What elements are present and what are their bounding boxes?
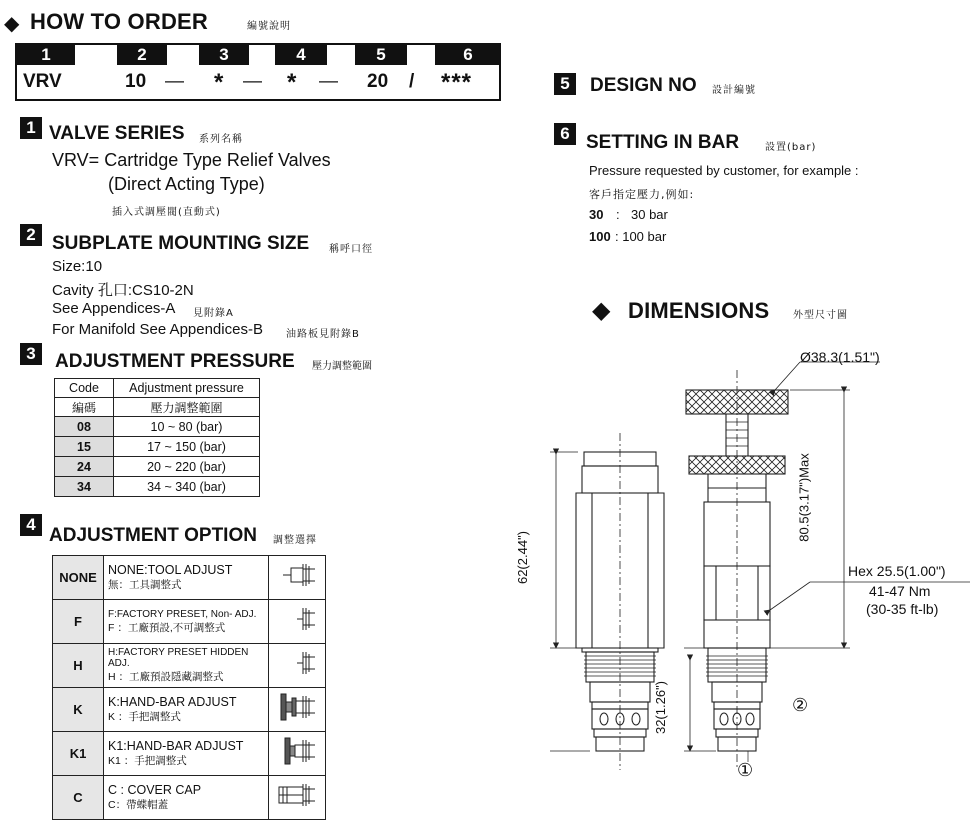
order-value-series: VRV (23, 71, 62, 92)
table-row (55, 457, 260, 477)
how-to-order-title: HOW TO ORDER (30, 9, 208, 34)
setting-desc-cn: 客戶指定壓力,例如: (589, 188, 695, 201)
pressure-code: 24 (55, 457, 114, 477)
option-desc-cn: C：帶蝶帽蓋 (108, 799, 169, 811)
setting-example-1-sep: : (616, 207, 620, 222)
option-desc-cn: F ：工廠預設,不可調整式 (108, 621, 226, 634)
order-value-option: * (287, 69, 297, 96)
cover-cap-icon (269, 776, 326, 820)
valve-series-cn: 插入式調壓閥(直動式) (112, 207, 221, 218)
how-to-order-title-cn: 編號說明 (247, 21, 291, 32)
table-row (53, 556, 326, 600)
dimensions-title-cn: 外型尺寸圖 (793, 310, 848, 321)
pressure-code: 15 (55, 437, 114, 457)
subplate-see-cn: 見附錄A (193, 308, 234, 319)
section-1-title-cn: 系列名稱 (199, 134, 243, 145)
port-1-label: ① (737, 760, 754, 780)
section-5-title: DESIGN NO (590, 75, 697, 96)
option-desc-en: NONE:TOOL ADJUST (108, 563, 233, 577)
order-value-setting: *** (441, 69, 473, 96)
order-sep-2: — (243, 71, 262, 92)
option-desc-cn: K1 ：手把調整式 (108, 755, 187, 767)
option-desc (104, 688, 269, 732)
valve-series-type: (Direct Acting Type) (108, 174, 265, 194)
option-desc (104, 776, 269, 820)
option-desc-en: K1:HAND-BAR ADJUST (108, 739, 244, 753)
section-3-title: ADJUSTMENT PRESSURE (55, 351, 295, 372)
section-3-title-cn: 壓力調整範圍 (312, 361, 372, 372)
setting-example-1-code: 30 (589, 207, 604, 222)
setting-example-1-value: 30 bar (631, 207, 668, 222)
pressure-col-code-cn: 編碼 (55, 398, 114, 417)
table-row (55, 477, 260, 497)
dim-torque: 41-47 Nm (869, 583, 931, 599)
option-code: F (53, 600, 104, 644)
subplate-size: Size:10 (52, 258, 103, 275)
setting-desc: Pressure requested by customer, for example : (589, 163, 859, 178)
section-6-badge: 6 (554, 123, 576, 145)
section-1-badge: 1 (20, 117, 42, 139)
table-row (55, 437, 260, 457)
option-desc (104, 556, 269, 600)
table-row (53, 644, 326, 688)
order-sep-3: — (319, 71, 338, 92)
valve-series-desc: VRV= Cartridge Type Relief Valves (52, 150, 331, 170)
order-value-design: 20 (367, 71, 389, 92)
pressure-col-code (55, 379, 114, 398)
section-6-title-cn: 設置(bar) (765, 142, 817, 153)
section-6-title: SETTING IN BAR (586, 132, 740, 153)
dim-torque-ftlb: (30-35 ft-lb) (866, 601, 939, 617)
dim-height-32: 32(1.26") (653, 680, 669, 735)
section-2-title-cn: 稱呼口徑 (329, 244, 373, 255)
order-position-3: 3 (199, 45, 249, 65)
section-2-badge: 2 (20, 224, 42, 246)
section-1-title: VALVE SERIES (49, 123, 185, 144)
option-code: C (53, 776, 104, 820)
pressure-col-code-en: Code (69, 381, 99, 395)
pressure-col-range-cn: 壓力調整範圍 (114, 398, 260, 417)
section-3-badge: 3 (20, 343, 42, 365)
order-position-2: 2 (117, 45, 167, 65)
section-2-title: SUBPLATE MOUNTING SIZE (52, 233, 310, 254)
table-row (53, 732, 326, 776)
option-desc (104, 732, 269, 776)
subplate-see: See Appendices-A (52, 300, 176, 317)
pressure-range: 10 ~ 80 (bar) (114, 417, 260, 437)
dim-height-62: 62(2.44") (515, 530, 531, 585)
hand-bar-k1-icon (269, 732, 326, 776)
pressure-table (54, 378, 260, 497)
table-row (53, 688, 326, 732)
order-position-5: 5 (355, 45, 407, 65)
subplate-manifold-cn: 油路板見附錄B (286, 329, 360, 340)
table-row (55, 417, 260, 437)
order-code-box (15, 43, 501, 101)
section-5-title-cn: 設計編號 (712, 85, 756, 96)
setting-example-2-value: : 100 bar (615, 229, 667, 244)
order-value-size: 10 (125, 71, 147, 92)
dimensions-title: DIMENSIONS (628, 298, 770, 323)
pressure-range: 20 ~ 220 (bar) (114, 457, 260, 477)
dim-height-80: 80.5(3.17")Max (796, 453, 812, 542)
option-desc-en: K:HAND-BAR ADJUST (108, 695, 237, 709)
option-desc-cn: 無：工具調整式 (108, 579, 182, 591)
option-code: K (53, 688, 104, 732)
option-code: NONE (53, 556, 104, 600)
order-position-4: 4 (275, 45, 327, 65)
order-slash: / (409, 71, 415, 92)
diamond-icon: ◆ (592, 297, 611, 324)
order-value-pressure: * (214, 69, 224, 96)
setting-example-2-code: 100 (589, 229, 611, 244)
factory-preset-icon (269, 600, 326, 644)
order-sep-1: — (165, 71, 184, 92)
section-4-title-cn: 調整選擇 (273, 535, 317, 546)
pressure-code: 34 (55, 477, 114, 497)
option-desc-cn: K ：手把調整式 (108, 711, 181, 723)
diamond-icon: ◆ (4, 13, 20, 35)
dim-diameter: Ø38.3(1.51") (800, 349, 880, 365)
pressure-col-range (114, 379, 260, 398)
tool-adjust-icon (269, 556, 326, 600)
pressure-col-range-en: Adjustment pressure (129, 381, 244, 395)
order-position-1: 1 (17, 45, 75, 65)
section-4-badge: 4 (20, 514, 42, 536)
section-4-title: ADJUSTMENT OPTION (49, 525, 257, 546)
option-desc (104, 600, 269, 644)
pressure-range: 34 ~ 340 (bar) (114, 477, 260, 497)
dim-hex: Hex 25.5(1.00") (848, 563, 946, 579)
pressure-table-header-cn (55, 398, 260, 417)
pressure-code: 08 (55, 417, 114, 437)
option-desc (104, 644, 269, 688)
subplate-manifold: For Manifold See Appendices-B (52, 321, 263, 338)
option-desc-en: C : COVER CAP (108, 783, 202, 797)
pressure-range: 17 ~ 150 (bar) (114, 437, 260, 457)
option-table (52, 555, 326, 820)
hand-bar-icon (269, 688, 326, 732)
order-position-6: 6 (435, 45, 501, 65)
hidden-adjust-icon (269, 644, 326, 688)
pressure-table-header (55, 379, 260, 398)
option-code: K1 (53, 732, 104, 776)
option-desc-en: F:FACTORY PRESET, Non- ADJ. (108, 608, 257, 620)
table-row (53, 776, 326, 820)
subplate-cavity: Cavity 孔口:CS10-2N (52, 282, 194, 299)
option-desc-cn: H ：工廠預設隱藏調整式 (108, 671, 224, 683)
option-desc-en: H:FACTORY PRESET HIDDEN ADJ. (108, 647, 249, 669)
section-5-badge: 5 (554, 73, 576, 95)
table-row (53, 600, 326, 644)
port-2-label: ② (792, 695, 809, 715)
option-code: H (53, 644, 104, 688)
